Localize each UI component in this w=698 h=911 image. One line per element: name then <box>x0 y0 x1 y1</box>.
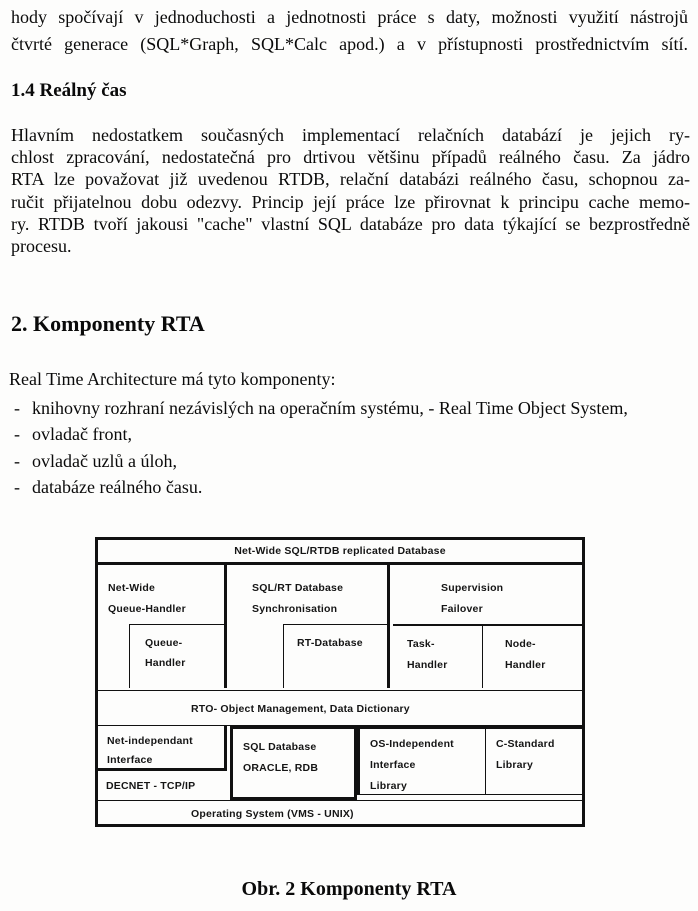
list-item-text: knihovny rozhraní nezávislých na operačním systému, - Real Time Object System, <box>32 398 628 418</box>
components-list <box>0 395 690 500</box>
box-node-handler <box>505 634 546 676</box>
box-label-line: Task- <box>407 638 435 650</box>
list-dash: - <box>14 476 20 497</box>
cell-header <box>108 578 186 620</box>
box-label-line: RT-Database <box>297 637 363 649</box>
box-label-line: Net-independant <box>107 735 193 747</box>
paragraph-line: procesu. <box>11 236 72 257</box>
cell-header-line: SQL/RT Database <box>252 582 344 594</box>
cell-header-line: Supervision <box>441 582 504 594</box>
box-label-line: Interface <box>107 754 153 766</box>
section-heading-2: 2. Komponenty RTA <box>11 311 205 336</box>
box-label-line: Handler <box>505 659 546 671</box>
list-item <box>0 474 690 500</box>
supervision-subrow <box>393 624 582 688</box>
diagram-top-bar: Net-Wide SQL/RTDB replicated Database <box>98 540 582 565</box>
box-label-line: Handler <box>407 659 448 671</box>
components-intro: Real Time Architecture má tyto komponenty: <box>9 369 336 389</box>
cell-header-line: Queue-Handler <box>108 603 186 615</box>
list-item <box>0 448 690 474</box>
vertical-divider <box>482 626 483 688</box>
box-net-independant-interface <box>98 726 227 771</box>
box-label-line: Library <box>496 759 533 771</box>
operating-system-bar: Operating System (VMS - UNIX) <box>98 800 582 824</box>
section-heading-1-4: 1.4 Reálný čas <box>11 80 127 101</box>
list-dash: - <box>14 398 20 418</box>
paragraph-line: chlost zpracování, nedostatečná pro drtivou většinu případů reálného času. Za jádro <box>11 147 690 168</box>
vertical-divider <box>485 729 486 794</box>
box-label-line: Library <box>370 780 407 792</box>
rta-diagram <box>95 537 585 827</box>
box-sql-database-oracle-rdb <box>230 726 357 800</box>
paragraph-line: Hlavním nedostatkem současných implementací relačních databází je jejich ry- <box>11 125 690 145</box>
box-os-independent-interface-library <box>370 734 454 797</box>
cell-header-line: Failover <box>441 603 483 615</box>
cell-supervision-failover <box>393 565 582 688</box>
box-label-line: ORACLE, RDB <box>243 762 319 774</box>
box-label-line: Interface <box>370 759 416 771</box>
paragraph-line: hody spočívají v jednoduchosti a jednotnosti práce s daty, možnosti využití nástrojů <box>11 7 688 27</box>
list-item <box>0 395 690 421</box>
list-dash: - <box>14 450 20 471</box>
paragraph-line: RTA lze považovat již uvedenou RTDB, relační databázi reálného času, schopnou za- <box>11 169 690 190</box>
box-label-line: Handler <box>145 657 186 669</box>
box-label-line: OS-Independent <box>370 738 454 750</box>
paragraph-line: čtvrté generace (SQL*Graph, SQL*Calc apod.) a v přístupnosti prostřednictvím sítí. <box>11 34 688 54</box>
cell-net-wide-queue-handler <box>98 565 227 688</box>
box-task-handler <box>407 634 448 676</box>
cell-header <box>441 578 503 620</box>
cell-header <box>252 578 343 620</box>
list-item-text: ovladač front, <box>32 424 132 445</box>
box-label-line: SQL Database <box>243 741 317 753</box>
cell-header-line: Synchronisation <box>252 603 338 615</box>
list-item-text: databáze reálného času. <box>32 476 203 497</box>
box-c-standard-library <box>496 734 555 776</box>
paragraph-2 <box>11 124 690 257</box>
paragraph-line: ry. RTDB tvoří jakousi "cache" vlastní SQL databáze pro data týkající se bezprostředně <box>11 213 690 234</box>
list-dash: - <box>14 424 20 445</box>
cell-header-line: Net-Wide <box>108 582 156 594</box>
figure-caption: Obr. 2 Komponenty RTA <box>241 878 457 900</box>
box-rt-database <box>283 624 387 688</box>
box-queue-handler <box>129 624 224 688</box>
list-item-text: ovladač uzlů a úloh, <box>32 450 177 471</box>
box-label-line: Node- <box>505 638 536 650</box>
os-region <box>357 726 582 795</box>
paragraph-1 <box>11 4 688 58</box>
list-item <box>0 421 690 447</box>
box-label-line: Queue- <box>145 637 183 649</box>
cell-sql-rt-database <box>230 565 390 688</box>
decnet-tcpip-label: DECNET - TCP/IP <box>106 780 196 792</box>
rto-bar: RTO- Object Management, Data Dictionary <box>98 690 582 726</box>
box-label-line: C-Standard <box>496 738 555 750</box>
paragraph-line: ručit přijatelnou dobu odezvy. Princip její práce lze přirovnat k principu cache memo- <box>11 191 690 212</box>
